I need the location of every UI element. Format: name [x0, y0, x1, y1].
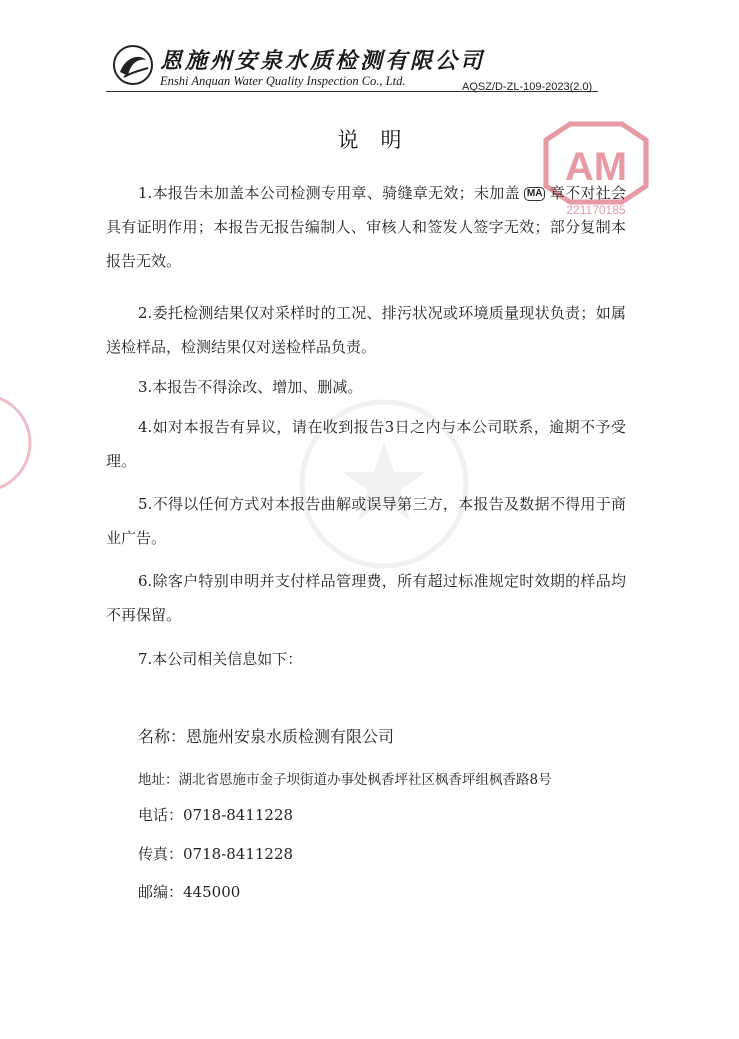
fax-label: 传真：: [138, 845, 184, 863]
note-5: 5.不得以任何方式对本报告曲解或误导第三方，本报告及数据不得用于商业广告。: [106, 495, 626, 547]
postcode-label: 邮编：: [138, 883, 184, 901]
note-1: [106, 176, 626, 278]
note-3: 3.本报告不得涂改、增加、删减。: [138, 378, 363, 396]
am-stamp-text: AM: [564, 145, 628, 189]
note-4: 4.如对本报告有异议，请在收到报告3日之内与本公司联系，逾期不予受理。: [106, 418, 626, 470]
name-label: 名称：: [138, 727, 187, 746]
am-stamp-number: 221170185: [566, 203, 626, 216]
page-title: 说明: [337, 128, 424, 152]
name-value: 恩施州安泉水质检测有限公司: [186, 727, 395, 746]
edge-seal: [0, 388, 34, 498]
address-row: [138, 768, 552, 788]
note-6: 6.除客户特别申明并支付样品管理费，所有超过标准规定时效期的样品均不再保留。: [106, 572, 626, 624]
phone-value: 0718-8411228: [183, 806, 294, 824]
note-1-text-b: 章不对社会具有证明作用；本报告无报告编制人、审核人和签发人签字无效；部分复制本报告无效。: [106, 184, 626, 270]
company-name-en: Enshi Anquan Water Quality Inspection Co., Ltd.: [160, 74, 406, 88]
phone-row: [138, 804, 293, 825]
postcode-row: [138, 881, 240, 902]
postcode-value: 445000: [183, 883, 241, 901]
fax-value: 0718-8411228: [183, 845, 294, 863]
note-2: 2.委托检测结果仅对采样时的工况、排污状况或环境质量现状负责；如属送检样品，检测结果仅对送检样品负责。: [106, 304, 626, 356]
company-name-cn: 恩施州安泉水质检测有限公司: [160, 48, 486, 74]
phone-label: 电话：: [138, 806, 184, 824]
address-value: 湖北省恩施市金子坝街道办事处枫香坪社区枫香坪组枫香路8号: [178, 772, 552, 788]
document-code: AQSZ/D-ZL-109-2023(2.0): [462, 81, 593, 93]
company-logo-icon: [112, 44, 154, 86]
note-7: 7.本公司相关信息如下：: [138, 650, 303, 668]
ma-mark-icon: MA: [524, 187, 546, 201]
company-name-row: [138, 724, 394, 747]
fax-row: [138, 843, 293, 864]
address-label: 地址：: [138, 772, 179, 788]
note-1-text-a: 1.本报告未加盖本公司检测专用章、骑缝章无效；未加盖: [138, 184, 520, 202]
